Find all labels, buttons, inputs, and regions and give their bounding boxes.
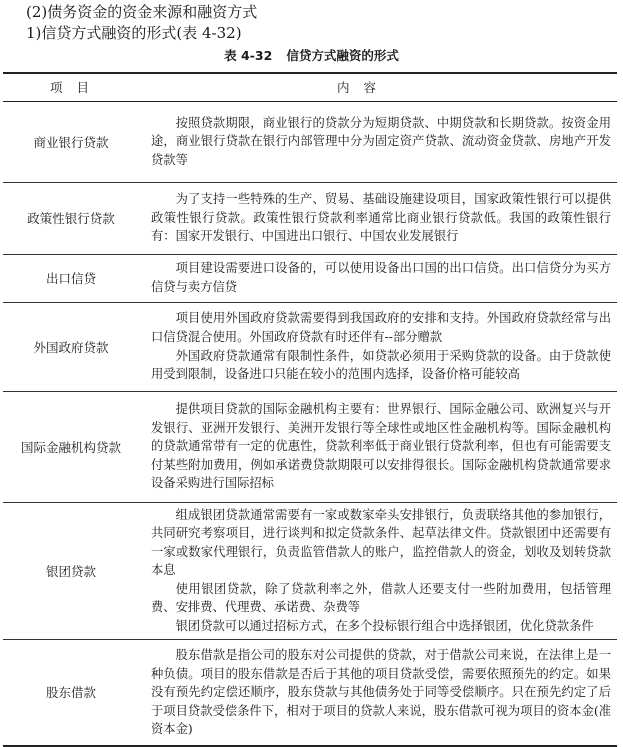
row-content xyxy=(141,302,617,391)
section-heading: (2)债务资金的资金来源和融资方式 xyxy=(26,3,258,21)
row-item-label: 国际金融机构贷款 xyxy=(3,391,141,502)
row-item-label: 银团贷款 xyxy=(3,502,141,639)
content-paragraph: 组成银团贷款通常需要有一家或数家牵头安排银行，负责联络其他的参加银行，共同研究考察项目，进行谈判和拟定贷款条件、起草法律文件。贷款银团中还需要有一家或数家代理银行，负责监管借款人的账户，监控借款人的资金，划收及划转贷款本息 xyxy=(151,507,611,578)
row-content xyxy=(141,182,617,254)
row-item-label: 股东借款 xyxy=(3,639,141,746)
table-row xyxy=(3,391,617,502)
table-row xyxy=(3,302,617,391)
financing-forms-table xyxy=(3,72,617,747)
table-caption xyxy=(0,48,623,64)
content-paragraph: 外国政府贷款通常有限制性条件，如贷款必须用于采购贷款的设备。由于贷款使用受到限制，设备进口只能在较小的范围内选择，设备价格可能较高 xyxy=(151,348,611,382)
content-paragraph: 项目使用外国政府贷款需要得到我国政府的安排和支持。外国政府贷款经常与出口信贷混合使用。外国政府贷款有时还伴有--部分赠款 xyxy=(151,311,611,344)
table-number: 表 4-32 xyxy=(224,48,273,63)
subsection-heading: 1)信贷方式融资的形式(表 4-32) xyxy=(26,24,242,42)
column-header-item: 项 目 xyxy=(3,73,141,101)
content-paragraph: 按照贷款期限，商业银行的贷款分为短期贷款、中期贷款和长期贷款。按资金用途，商业银行贷款在银行内部管理中分为固定资产贷款、流动资金贷款、房地产开发贷款等 xyxy=(151,115,611,167)
row-item-label: 商业银行贷款 xyxy=(3,101,141,182)
row-item-label: 外国政府贷款 xyxy=(3,302,141,391)
row-content xyxy=(141,101,617,182)
table-row xyxy=(3,639,617,746)
content-paragraph: 股东借款是指公司的股东对公司提供的贷款，对于借款公司来说，在法律上是一种负债。项目的股东借款是否后于其他的项目贷款受偿，需要依照预先的约定。如果没有预先约定偿还顺序，股东贷款与其他债务处于同等受偿顺序。只在预先约定了后于项目贷款受偿条件下，相对于项目的贷款人来说，股东借款可视为项目的资本金(准资本金) xyxy=(151,647,611,737)
row-content xyxy=(141,502,617,639)
row-item-label: 政策性银行贷款 xyxy=(3,182,141,254)
table-row xyxy=(3,502,617,639)
content-paragraph: 银团贷款可以通过招标方式，在多个投标银行组合中选择银团，优化贷款条件 xyxy=(175,619,594,634)
content-paragraph: 提供项目贷款的国际金融机构主要有：世界银行、国际金融公司、欧洲复兴与开发银行、亚洲开发银行、美洲开发银行等全球性或地区性金融机构等。国际金融机构的贷款通常带有一定的优惠性，贷款利率低于商业银行贷款利率，但也有可能需要支付某些附加费用，例如承诺费贷款期限可以安排得很长。国际金融机构贷款通常要求设备采购进行国际招标 xyxy=(151,402,611,491)
column-header-content: 内 容 xyxy=(141,73,617,101)
content-paragraph: 项目建设需要进口设备的，可以使用设备出口国的出口信贷。出口信贷分为买方信贷与卖方信贷 xyxy=(151,261,611,294)
row-content xyxy=(141,254,617,302)
content-paragraph: 为了支持一些特殊的生产、贸易、基础设施建设项目，国家政策性银行可以提供政策性银行贷款。政策性银行贷款利率通常比商业银行贷款低。我国的政策性银行有：国家开发银行、中国进出口银行、中国农业发展银行 xyxy=(151,192,611,244)
table-header-row xyxy=(3,73,617,101)
table-row xyxy=(3,101,617,182)
table-row xyxy=(3,254,617,302)
row-item-label: 出口信贷 xyxy=(3,254,141,302)
table-title: 信贷方式融资的形式 xyxy=(286,48,399,63)
content-paragraph: 使用银团贷款，除了贷款利率之外，借款人还要支付一些附加费用，包括管理费、安排费、代理费、承诺费、杂费等 xyxy=(151,581,611,615)
table-row xyxy=(3,182,617,254)
row-content xyxy=(141,391,617,502)
row-content xyxy=(141,639,617,746)
